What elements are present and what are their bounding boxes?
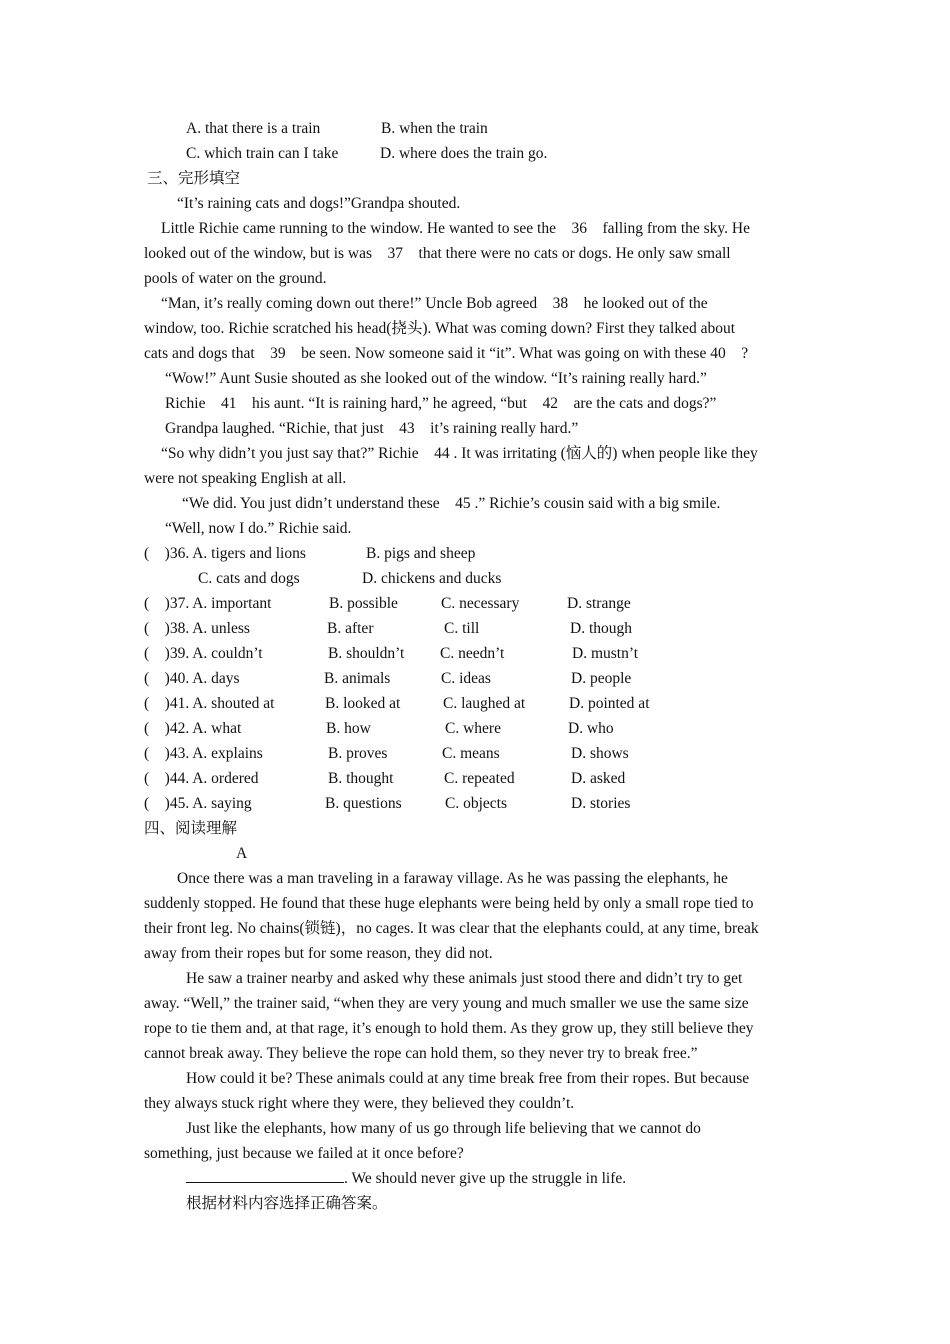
cloze-line: “Man, it’s really coming down out there!” Uncle Bob agreed 38 he looked out of the: [161, 295, 708, 312]
cloze-line: were not speaking English at all.: [144, 470, 347, 487]
question-37: ( )37. A. important: [144, 595, 272, 612]
answer-blank[interactable]: [186, 1166, 344, 1183]
option-c: C. repeated: [444, 770, 515, 787]
option-c: C. necessary: [441, 595, 520, 612]
option-d: D. strange: [567, 595, 631, 612]
prev-option-b: B. when the train: [381, 120, 488, 137]
reading-line: suddenly stopped. He found that these huge elephants were being held by only a small rope tied to: [144, 895, 754, 912]
section4-heading: 四、阅读理解: [144, 820, 238, 837]
option-d: D. chickens and ducks: [362, 570, 502, 587]
cloze-line: “It’s raining cats and dogs!”Grandpa shouted.: [177, 195, 461, 212]
reading-line: away from their ropes but for some reason, they did not.: [144, 945, 493, 962]
option-d: D. asked: [571, 770, 626, 787]
reading-line: rope to tie them and, at that rage, it’s enough to hold them. As they grow up, they still believe they: [144, 1020, 754, 1037]
option-d: D. shows: [571, 745, 629, 762]
reading-line-text: . We should never give up the struggle in life.: [344, 1170, 627, 1187]
option-b: B. proves: [328, 745, 388, 762]
passage-label: A: [236, 845, 248, 862]
reading-line: away. “Well,” the trainer said, “when they are very young and much smaller we use the same size: [144, 995, 749, 1012]
question-40: ( )40. A. days: [144, 670, 240, 687]
option-b: B. looked at: [325, 695, 401, 712]
question-42: ( )42. A. what: [144, 720, 242, 737]
reading-line: He saw a trainer nearby and asked why these animals just stood there and didn’t try to get: [186, 970, 743, 987]
option-c: C. till: [444, 620, 480, 637]
section3-heading: 三、完形填空: [147, 170, 241, 187]
question-43: ( )43. A. explains: [144, 745, 263, 762]
cloze-line: “Wow!” Aunt Susie shouted as she looked out of the window. “It’s raining really hard.”: [165, 370, 707, 387]
option-d: D. though: [570, 620, 632, 637]
reading-line: their front leg. No chains(锁链)，no cages. It was clear that the elephants could, at any time, break: [144, 920, 759, 937]
question-36: ( )36. A. tigers and lions: [144, 545, 306, 562]
cloze-line: Richie 41 his aunt. “It is raining hard,” he agreed, “but 42 are the cats and dogs?”: [165, 395, 717, 412]
cloze-line: looked out of the window, but is was 37 that there were no cats or dogs. He only saw small: [144, 245, 731, 262]
reading-line: they always stuck right where they were, they believed they couldn’t.: [144, 1095, 575, 1112]
question-45: ( )45. A. saying: [144, 795, 252, 812]
question-38: ( )38. A. unless: [144, 620, 250, 637]
option-c: C. where: [445, 720, 501, 737]
option-b: B. questions: [325, 795, 402, 812]
option-d: D. who: [568, 720, 614, 737]
cloze-line: “We did. You just didn’t understand these 45 .” Richie’s cousin said with a big smile.: [182, 495, 721, 512]
option-c: C. ideas: [441, 670, 491, 687]
option-c: C. objects: [445, 795, 507, 812]
cloze-line: window, too. Richie scratched his head(挠头). What was coming down? First they talked about: [144, 320, 736, 337]
cloze-line: cats and dogs that 39 be seen. Now someone said it “it”. What was going on with these 40 ?: [144, 345, 749, 362]
option-b: B. thought: [328, 770, 394, 787]
option-d: D. mustn’t: [572, 645, 639, 662]
option-c: C. cats and dogs: [198, 570, 300, 587]
reading-line: cannot break away. They believe the rope can hold them, so they never try to break free.”: [144, 1045, 698, 1062]
option-c: C. laughed at: [443, 695, 526, 712]
instruction-line: 根据材料内容选择正确答案。: [186, 1195, 388, 1212]
cloze-line: pools of water on the ground.: [144, 270, 327, 287]
cloze-line: Grandpa laughed. “Richie, that just 43 it’s raining really hard.”: [165, 420, 579, 437]
option-d: D. stories: [571, 795, 631, 812]
cloze-line: “Well, now I do.” Richie said.: [165, 520, 352, 537]
option-b: B. after: [327, 620, 374, 637]
reading-line: How could it be? These animals could at any time break free from their ropes. But because: [186, 1070, 750, 1087]
prev-option-a: A. that there is a train: [186, 120, 321, 137]
option-b: B. possible: [329, 595, 398, 612]
option-d: D. people: [571, 670, 632, 687]
prev-option-d: D. where does the train go.: [380, 145, 548, 162]
reading-line: Just like the elephants, how many of us go through life believing that we cannot do: [186, 1120, 701, 1137]
question-39: ( )39. A. couldn’t: [144, 645, 263, 662]
option-b: B. shouldn’t: [328, 645, 405, 662]
option-c: C. needn’t: [440, 645, 505, 662]
prev-option-c: C. which train can I take: [186, 145, 339, 162]
question-44: ( )44. A. ordered: [144, 770, 259, 787]
option-d: D. pointed at: [569, 695, 650, 712]
reading-line-with-blank: [186, 1166, 626, 1191]
cloze-line: Little Richie came running to the window. He wanted to see the 36 falling from the sky. He: [161, 220, 750, 237]
option-b: B. animals: [324, 670, 391, 687]
option-b: B. how: [326, 720, 371, 737]
cloze-line: “So why didn’t you just say that?” Richie 44 . It was irritating (恼人的) when people like they: [161, 445, 758, 462]
question-41: ( )41. A. shouted at: [144, 695, 275, 712]
reading-line: Once there was a man traveling in a faraway village. As he was passing the elephants, he: [177, 870, 728, 887]
option-c: C. means: [442, 745, 500, 762]
option-b: B. pigs and sheep: [366, 545, 476, 562]
reading-line: something, just because we failed at it once before?: [144, 1145, 464, 1162]
